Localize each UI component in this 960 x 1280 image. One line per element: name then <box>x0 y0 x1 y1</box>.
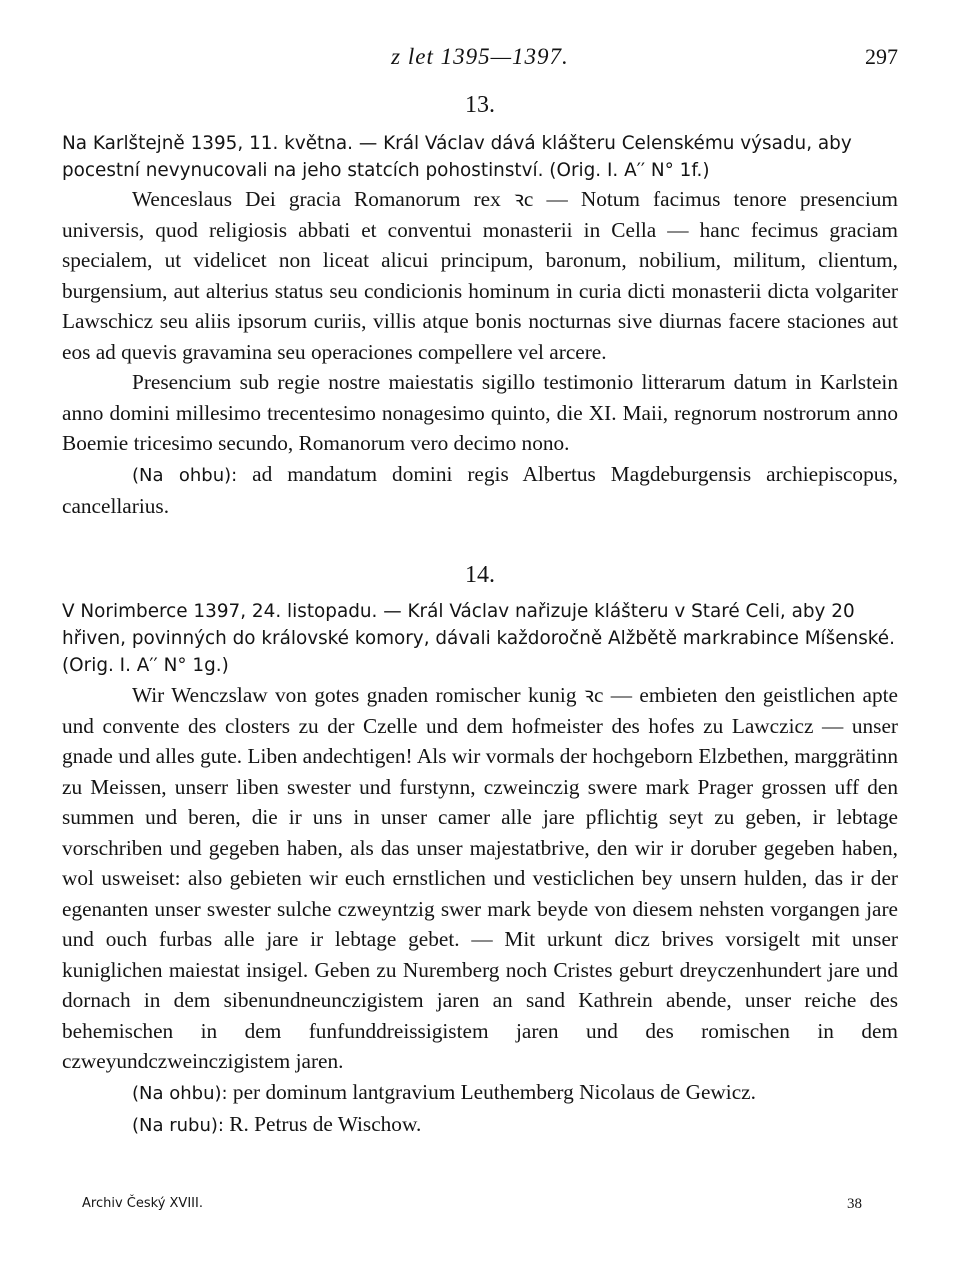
document-13-body <box>62 184 898 522</box>
document-14-note-ohbu <box>62 1077 898 1110</box>
footer-source: Archiv Český XVIII. <box>82 1196 203 1211</box>
footer-signature-mark: 38 <box>847 1196 862 1212</box>
page-number: 297 <box>865 44 898 69</box>
document-14-paragraph: Wir Wenczslaw von gotes gnaden romischer kunig ꝛc — embieten den geistlichen apte und convente des closters zu der Czelle und dem hofmeister des hofes zu Lawczicz — unser gnade und alles gute. Liben andechtigen! Als wir vormals der hochgeborn Elzbethen, marggrätinn zu Meissen, unserr liben swester und furstynn, czweinczig swere mark Prager grossen uff den summen und beren, die ir uns in unser camer alle jare pflichtig seyt zu geben, ir lebtage vorschriben und gegeben haben, als das unser majestatbrive, den wir ir doruber gegeben haben, wol usweiset: also gebieten wir euch ernstlichen und vesticlichen bey unsern hulden, das ir der egenanten unser swester sulche czweyntzig swer mark beyde von diesem nehsten vorgangen jare und ouch furbas alle jare ir lebtage gebet. — Mit urkunt dicz brives vorsigelt mit unser kuniglichen maiestat insigel. Geben zu Nuremberg noch Cristes geburt dreyczenhundert jare und dornach in dem sibenundneunczigistem jaren an sand Kathrein abende, unser reiche des behemischen in dem funfunddreissigistem jaren und des romischen in dem czweyundczweinczigistem jaren. <box>62 683 898 1073</box>
page-header <box>62 44 898 80</box>
note-label: (Na ohbu): <box>132 1082 228 1104</box>
page-footer <box>82 1196 862 1220</box>
document-number-14: 14. <box>465 562 495 588</box>
note-label: (Na ohbu): <box>132 464 238 486</box>
note-label: (Na rubu): <box>132 1115 224 1136</box>
note-text: ad mandatum domini regis Albertus Magdeburgensis archiepiscopus, cancellarius. <box>62 461 898 518</box>
document-14-body <box>62 680 898 1142</box>
note-text: R. Petrus de Wischow. <box>229 1112 422 1136</box>
document-14-summary: V Norimberce 1397, 24. listopadu. — Král Václav nařizuje klášteru v Staré Celi, aby 20 hřiven, povinných do královské komory, dávali každoročně Alžbětě markrabince Míšenské. (Orig. I. A′′ N° 1g.) <box>62 601 895 676</box>
document-13-paragraph: Wenceslaus Dei gracia Romanorum rex ꝛc — Notum facimus tenore presencium universis, quod religiosis abbati et conventui monasterii in Cella — hanc fecimus graciam specialem, ut videlicet non liceat alicui principum, baronum, nobilium, militum, clientum, burgensium, aut alterius status seu condicionis hominum in curia dicti monasterii dicta volgariter Lawschicz seu aliis ipsorum curiis, villis atque bonis nocturnas sive diurnas facere staciones aut eos ad quevis gravamina seu operaciones compellere vel arcere. <box>62 187 898 364</box>
document-14-note-rubu <box>62 1109 898 1142</box>
document-13-paragraph: Presencium sub regie nostre maiestatis sigillo testimonio litterarum datum in Karlstein anno domini millesimo trecentesimo nonagesimo quinto, die XI. Maii, regnorum nostrorum anno Boemie tricesimo secundo, Romanorum vero decimo nono. <box>62 370 898 455</box>
running-title: z let 1395—1397. <box>391 44 569 69</box>
note-text: per dominum lantgravium Leuthemberg Nicolaus de Gewicz. <box>232 1079 756 1104</box>
document-13-note <box>62 459 898 522</box>
document-number-13: 13. <box>465 92 495 118</box>
document-13-summary: Na Karlštejně 1395, 11. května. — Král Václav dává klášteru Celenskému výsadu, aby pocestní nevynucovali na jeho statcích pohostinství. (Orig. I. A′′ N° 1f.) <box>62 133 852 181</box>
